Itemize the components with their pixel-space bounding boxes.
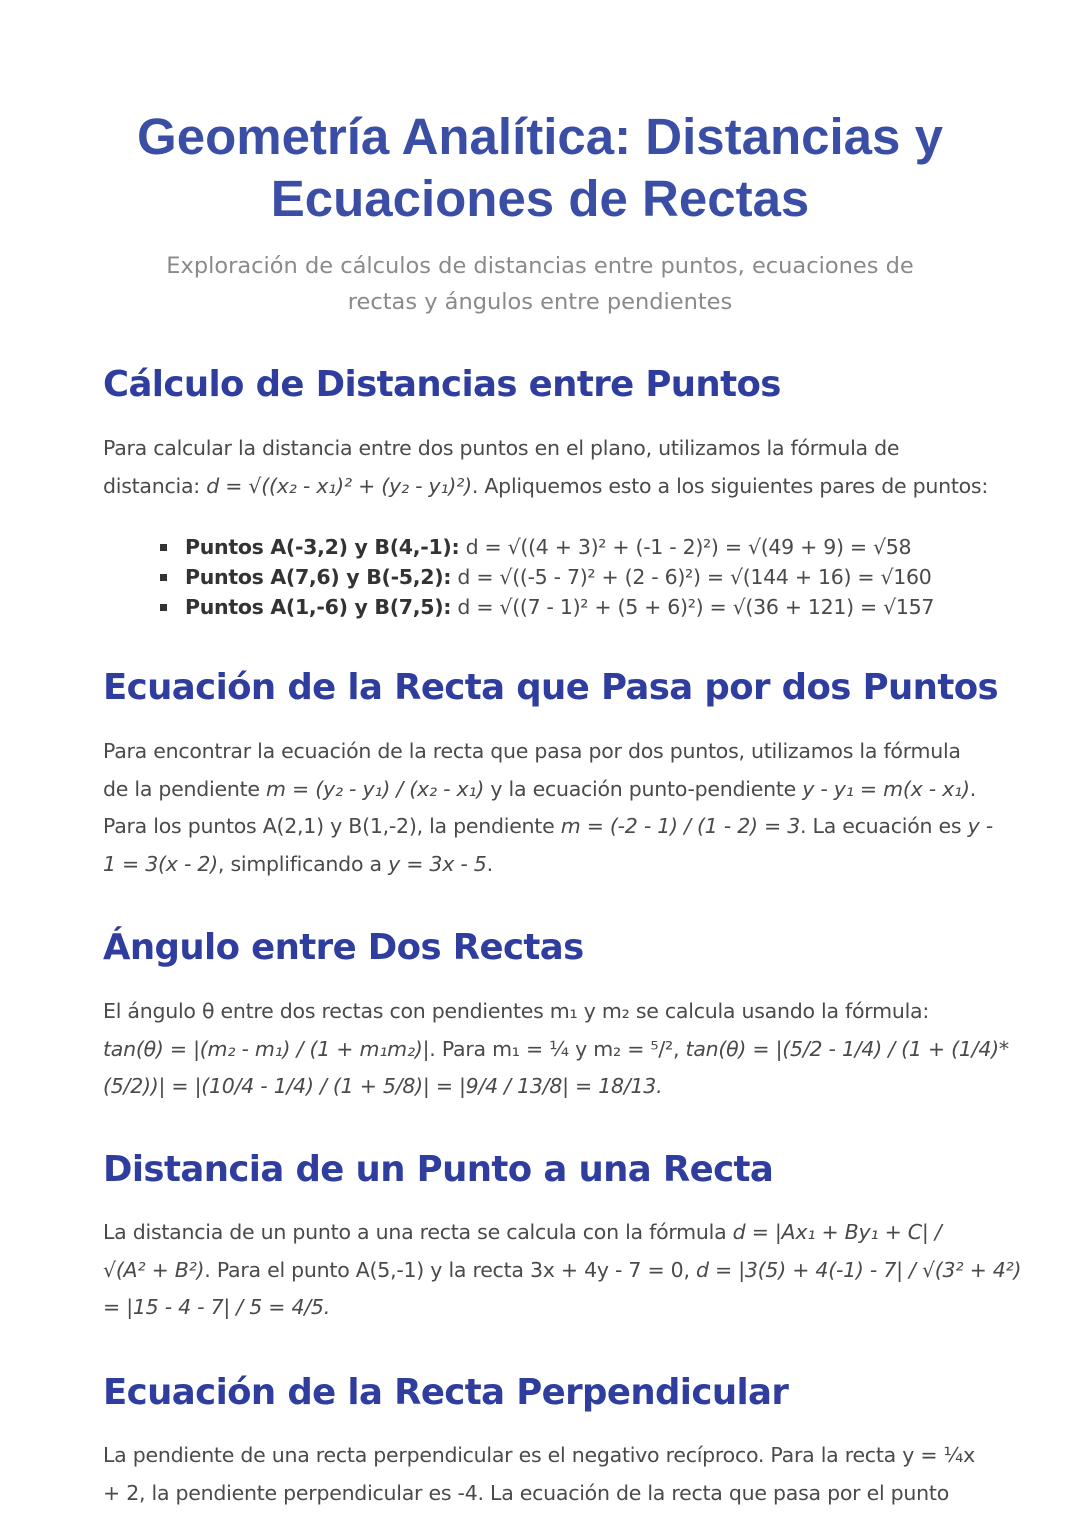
section-heading-distances: Cálculo de Distancias entre Puntos (103, 364, 781, 405)
formula: m = (-2 - 1) / (1 - 2) = 3 (560, 814, 801, 838)
paragraph-line (103, 733, 973, 771)
formula: 1 = 3(x - 2) (103, 851, 218, 876)
text-run: y la ecuación punto-pendiente (484, 776, 803, 801)
text-run: , simplificando a (217, 851, 389, 876)
paragraph-line (103, 1252, 1022, 1290)
section-heading-perpendicular: Ecuación de la Recta Perpendicular (103, 1372, 789, 1413)
page-title (100, 106, 980, 230)
formula: d = √((x₂ - x₁)² + (y₂ - y₁)²) (206, 473, 472, 498)
text-run: Para los puntos A(2,1) y B(1,-2), la pendiente (103, 814, 561, 838)
bullet-marker (160, 604, 167, 611)
page-subtitle (100, 248, 980, 320)
paragraph-line (103, 468, 989, 506)
text-run: . Para el punto A(5,-1) y la recta 3x + 4y - 7 = 0, (204, 1257, 697, 1282)
section-heading-angle: Ángulo entre Dos Rectas (103, 927, 584, 968)
formula: (5/2))| = |(10/4 - 1/4) / (1 + 5/8)| = |9/4 / 13/8| = 18/13. (103, 1074, 663, 1098)
formula: = |15 - 4 - 7| / 5 = 4/5. (103, 1295, 330, 1319)
title-line: Ecuaciones de Rectas (270, 170, 810, 227)
paragraph-line (103, 430, 973, 468)
section-heading-line-equation: Ecuación de la Recta que Pasa por dos Puntos (103, 667, 999, 708)
paragraph-line (103, 808, 993, 846)
paragraph-line (103, 771, 977, 809)
section-heading-point-line-distance: Distancia de un Punto a una Recta (103, 1149, 774, 1190)
formula: m = (y₂ - y₁) / (x₂ - x₁) (266, 776, 485, 801)
bullet-marker (160, 574, 167, 581)
list-item-label: Puntos A(7,6) y B(-5,2): (185, 565, 452, 589)
text-run: de la pendiente (103, 776, 267, 801)
distance-examples-list (160, 532, 934, 622)
paragraph-line (103, 1475, 973, 1513)
paragraph-line (103, 1068, 973, 1106)
list-item (160, 532, 934, 562)
list-item-text: d = √((4 + 3)² + (-1 - 2)²) = √(49 + 9) = √58 (459, 535, 912, 559)
text-run: . La ecuación es (800, 814, 968, 838)
list-item-text: d = √((7 - 1)² + (5 + 6)²) = √(36 + 121) = √157 (451, 595, 935, 619)
text-run: El ángulo θ entre dos rectas con pendientes m₁ y m₂ se calcula usando la fórmula: (103, 999, 930, 1023)
text-run: La pendiente de una recta perpendicular es el negativo recíproco. Para la recta y = ¼x (103, 1443, 976, 1467)
section-paragraph-distances (103, 430, 989, 505)
list-item (160, 592, 934, 622)
list-item (160, 562, 934, 592)
formula: √(A² + B²) (103, 1257, 205, 1282)
paragraph-line (103, 993, 973, 1031)
section-paragraph-perpendicular (103, 1437, 976, 1512)
text-run: + 2, la pendiente perpendicular es -4. La ecuación de la recta que pasa por el punto (103, 1480, 949, 1505)
list-item-text: d = √((-5 - 7)² + (2 - 6)²) = √(144 + 16) = √160 (451, 565, 932, 589)
section-paragraph-angle (103, 993, 1009, 1106)
paragraph-line (103, 1031, 1009, 1069)
formula: y - (967, 814, 993, 838)
text-run: La distancia de un punto a una recta se calcula con la fórmula (103, 1220, 733, 1244)
formula: tan(θ) = |(m₂ - m₁) / (1 + m₁m₂)| (103, 1036, 430, 1061)
subtitle-line: rectas y ángulos entre pendientes (347, 289, 733, 315)
text-run: . (486, 851, 493, 876)
text-run: . Apliquemos esto a los siguientes pares de puntos: (471, 473, 989, 498)
paragraph-line (103, 846, 973, 884)
paragraph-line (103, 1437, 976, 1475)
list-item-label: Puntos A(1,-6) y B(7,5): (185, 595, 452, 619)
text-run: . (969, 776, 977, 801)
bullet-marker (160, 544, 167, 551)
formula: d = |3(5) + 4(-1) - 7| / √(3² + 4²) (696, 1257, 1022, 1282)
section-paragraph-line-equation (103, 733, 993, 883)
text-run: . Para m₁ = ¼ y m₂ = ⁵/², (429, 1036, 686, 1061)
formula: d = |Ax₁ + By₁ + C| / (732, 1220, 942, 1244)
title-line: Geometría Analítica: Distancias y (137, 108, 943, 165)
list-item-label: Puntos A(-3,2) y B(4,-1): (185, 535, 460, 559)
text-run: distancia: (103, 473, 207, 498)
paragraph-line (103, 1214, 973, 1252)
formula: y - y₁ = m(x - x₁) (802, 776, 970, 801)
text-run: Para calcular la distancia entre dos puntos en el plano, utilizamos la fórmula de (103, 436, 900, 460)
paragraph-line (103, 1289, 973, 1327)
formula: y = 3x - 5 (388, 851, 487, 876)
subtitle-line: Exploración de cálculos de distancias entre puntos, ecuaciones de (166, 253, 914, 279)
text-run: Para encontrar la ecuación de la recta que pasa por dos puntos, utilizamos la fórmula (103, 739, 961, 763)
section-paragraph-point-line-distance (103, 1214, 1022, 1327)
formula: tan(θ) = |(5/2 - 1/4) / (1 + (1/4)* (685, 1036, 1009, 1061)
